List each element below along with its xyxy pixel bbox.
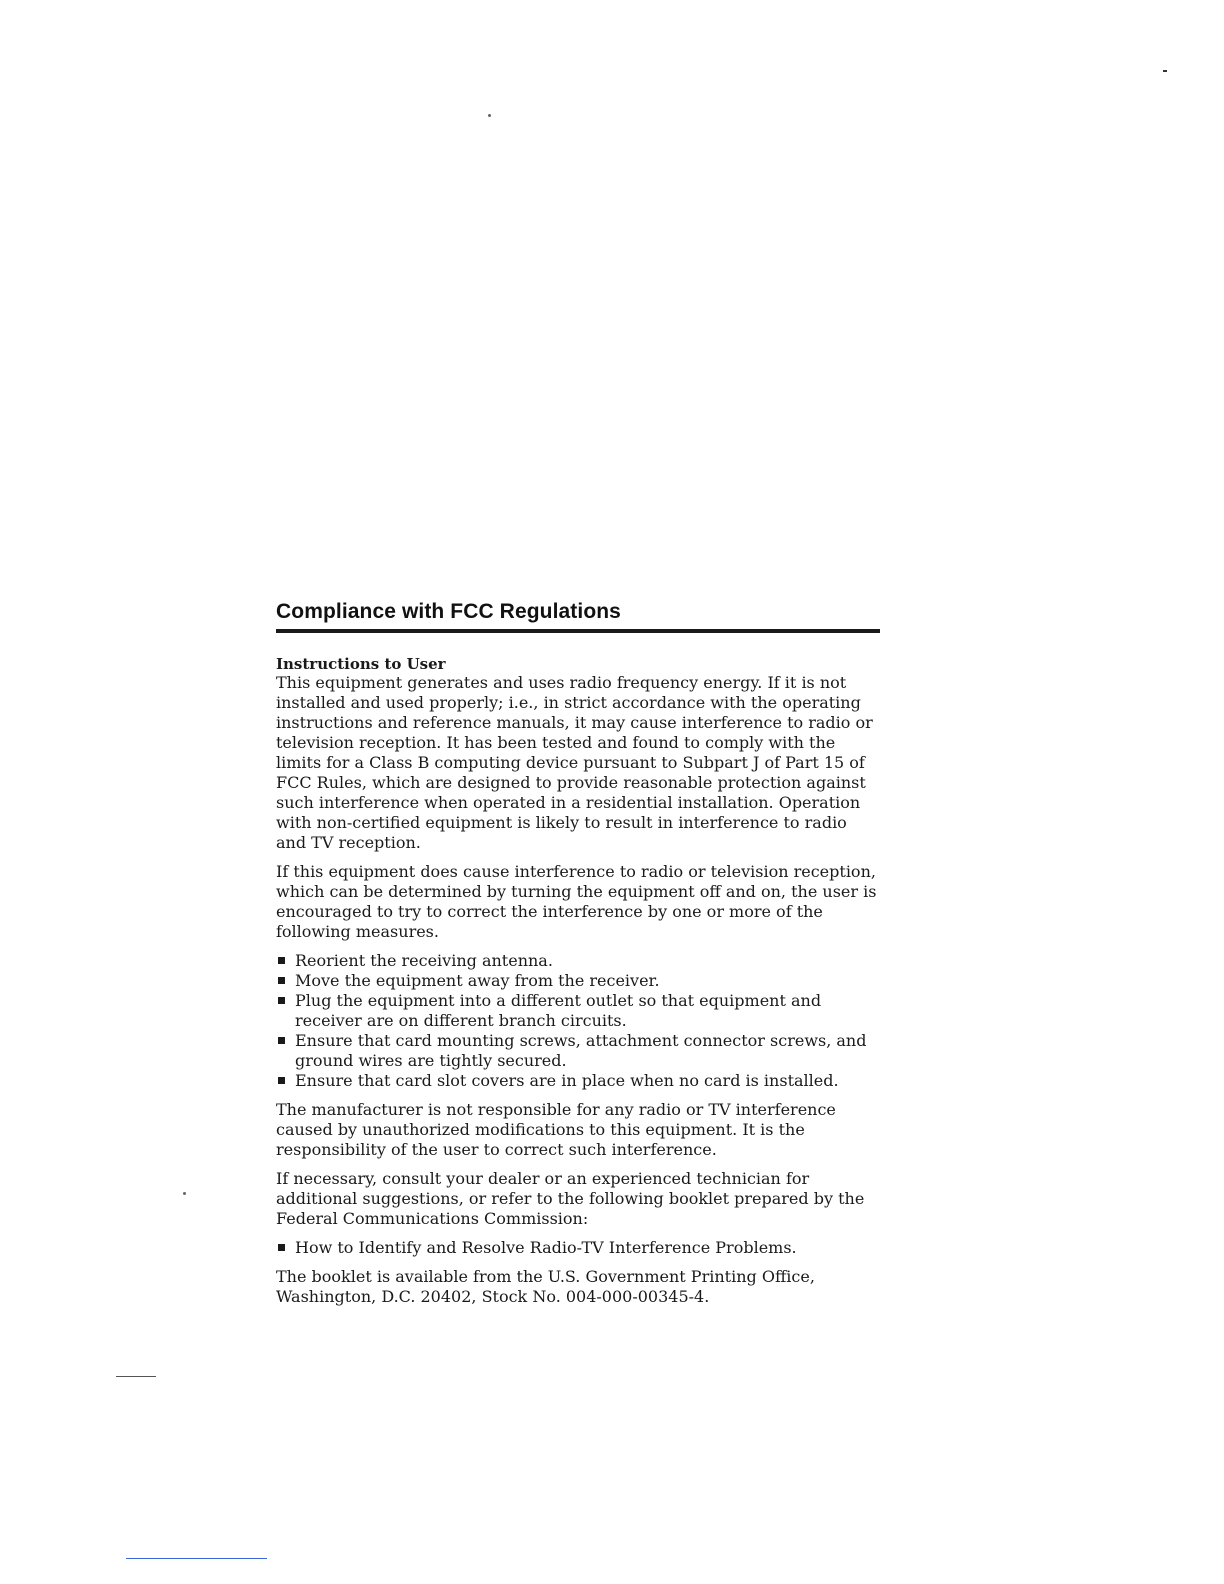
paragraph-manufacturer: The manufacturer is not responsible for any radio or TV interference caused by unauthorized modifications to this equipment. It is the responsibility of the user to correct such interference. xyxy=(276,1100,836,1159)
list-item: Ensure that card mounting screws, attachment connector screws, and ground wires are tightly secured. xyxy=(276,1031,880,1071)
list-item: Plug the equipment into a different outlet so that equipment and receiver are on different branch circuits. xyxy=(276,991,880,1031)
list-item: How to Identify and Resolve Radio-TV Interference Problems. xyxy=(276,1238,880,1258)
bullet-icon xyxy=(278,977,285,984)
paragraph-intro: This equipment generates and uses radio frequency energy. If it is not installed and used properly; i.e., in strict accordance with the operating instructions and reference manuals, it may cause interference to radio or television reception. It has been tested and found to comply with the limits for a Class B computing device pursuant to Subpart J of Part 15 of FCC Rules, which are designed to provide reasonable protection against such interference when operated in a residential installation. Operation with non-certified equipment is likely to result in interference to radio and TV reception. xyxy=(276,673,873,852)
paragraph-consult: If necessary, consult your dealer or an experienced technician for additional suggestions, or refer to the following booklet prepared by the Federal Communications Commission: xyxy=(276,1169,865,1228)
scan-speck xyxy=(183,1192,186,1195)
bullet-icon xyxy=(278,957,285,964)
list-item: Reorient the receiving antenna. xyxy=(276,951,880,971)
section-subheading: Instructions to User xyxy=(276,655,446,673)
booklet-list xyxy=(276,1238,880,1258)
fcc-compliance-section xyxy=(276,600,880,1316)
bullet-icon xyxy=(278,1037,285,1044)
measures-list xyxy=(276,951,880,1091)
scan-speck xyxy=(488,114,491,117)
heading-rule xyxy=(276,629,880,633)
page-title: Compliance with FCC Regulations xyxy=(276,600,621,623)
paragraph-booklet-availability: The booklet is available from the U.S. Government Printing Office, Washington, D.C. 20402, Stock No. 004-000-00345-4. xyxy=(276,1267,815,1306)
bullet-icon xyxy=(278,997,285,1004)
bullet-icon xyxy=(278,1244,285,1251)
bullet-icon xyxy=(278,1077,285,1084)
bottom-edge-line xyxy=(126,1558,267,1559)
scan-mark xyxy=(1163,70,1167,72)
scan-mark xyxy=(116,1376,156,1377)
list-item: Ensure that card slot covers are in place when no card is installed. xyxy=(276,1071,880,1091)
paragraph-interference: If this equipment does cause interference to radio or television reception, which can be determined by turning the equipment off and on, the user is encouraged to try to correct the interference by one or more of the following measures. xyxy=(276,862,877,941)
list-item: Move the equipment away from the receiver. xyxy=(276,971,880,991)
